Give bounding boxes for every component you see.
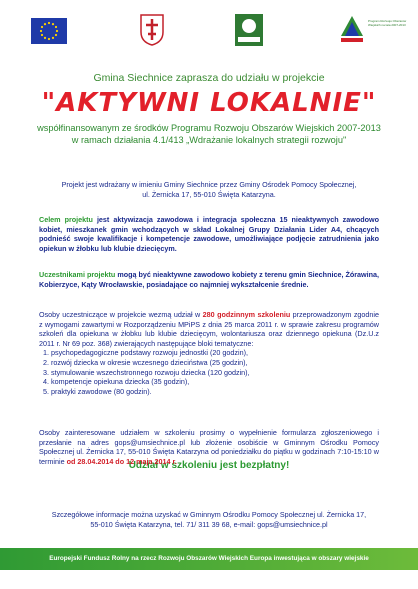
leader-logo-icon	[235, 14, 263, 46]
contact-paragraph	[39, 510, 379, 529]
logo-bar	[0, 14, 418, 52]
coat-of-arms-icon	[140, 14, 164, 46]
training-paragraph	[39, 310, 379, 396]
free-training-slogan: Udział w szkoleniu jest bezpłatny!	[128, 460, 290, 471]
intro-line-1: Projekt jest wdrażany w imieniu Gminy Siechnice przez Gminy Ośrodek Pomocy Społecznej,	[61, 180, 357, 189]
list-item: 1. psychopedagogiczne podstawy rozwoju jednostki (20 godzin),	[51, 348, 379, 358]
participants-text: mogą być nieaktywne zawodowo kobiety z terenu gmin Siechnice, Żórawina, Kobierzyce, Kąty Wrocławskie, posiadające co najmniej wykształcenie średnie.	[39, 270, 379, 289]
header	[0, 72, 418, 146]
contact-line-1: Szczegółowe informacje można uzyskać w Gminnym Ośrodku Pomocy Społecznej ul. Żernicka 17,	[51, 510, 367, 519]
prow-logo-icon	[339, 14, 365, 44]
participants-label: Uczestnikami projektu	[39, 270, 116, 279]
application-paragraph	[39, 428, 379, 466]
intro-line-2: ul. Żernicka 17, 55-010 Święta Katarzyna.	[142, 189, 276, 199]
footer-banner: Europejski Fundusz Rolny na rzecz Rozwoju Obszarów Wiejskich Europa inwestująca w obszary wiejskie	[0, 548, 418, 570]
application-text: Osoby zainteresowane udziałem w szkoleniu prosimy o wypełnienie formularza zgłoszeniowego i przesłanie na adres gops@umsiechnice.pl lub złożenie osobiście w Gminnym Ośrodku Pomocy Społecznej ul. Żernicka 17, 55-010 Święta Katarzyna od poniedziałku do piątku w godzinach 7:10-15:10 w terminie	[39, 428, 379, 466]
goal-label: Celem projektu	[39, 215, 93, 224]
contact-line-2: 55-010 Święta Katarzyna, tel. 71/ 311 39 68, e-mail: gops@umsiechnice.pl	[90, 519, 328, 529]
application-dates: od 28.04.2014 do 12 maja 2014 r.	[66, 456, 177, 466]
intro-paragraph	[39, 180, 379, 199]
list-item: 3. stymulowanie wszechstronnego rozwoju dziecka (120 godzin),	[51, 368, 379, 378]
cofinancing-note	[0, 122, 418, 146]
training-post: przeprowadzonym zgodnie z wymogami zawartymi w Rozporządzeniu MPiPS z dnia 25 marca 2011 r. w sprawie zakresu programów szkoleń dla opiekuna w żłobku lub klubie dziecięcym, wolontariusza oraz dziennego opiekuna (Dz.U.z 2011 r. Nr 69 poz. 368) zwierających następujące bloki tematyczne:	[39, 310, 379, 348]
goal-paragraph	[39, 215, 379, 253]
invitation-heading: Gmina Siechnice zaprasza do udziału w projekcie	[93, 72, 325, 84]
goal-text: jest aktywizacja zawodowa i integracja społeczna 15 nieaktywnych zawodowo kobiet, mieszkanek gmin wchodzących w skład Lokalnej Grupy Działania Lider A4, chcących podnieść swoje kwalifikacje i kompetencje zawodowe, umożliwiające podjęcie zatrudnienia jako opiekun w żłobku lub klubie dziecięcym.	[39, 215, 379, 253]
training-pre: Osoby uczestniczące w projekcie wezmą udział w	[39, 310, 203, 319]
prow-caption: Program Rozwoju Obszarów Wiejskich na lata 2007-2013	[368, 19, 407, 27]
participants-paragraph	[39, 270, 379, 289]
cofinancing-line-2: w ramach działania 4.1/413 „Wdrażanie lokalnych strategii rozwoju"	[71, 135, 347, 145]
list-item: 5. praktyki zawodowe (80 godzin).	[51, 387, 379, 397]
cofinancing-line-1: współfinansowanym ze środków Programu Rozwoju Obszarów Wiejskich 2007-2013	[37, 123, 381, 133]
eu-flag-icon	[31, 18, 67, 44]
training-block-list	[39, 348, 379, 396]
training-hours: 280 godzinnym szkoleniu	[202, 310, 291, 319]
list-item: 2. rozwój dziecka w okresie wczesnego dzieciństwa (25 godzin),	[51, 358, 379, 368]
list-item: 4. kompetencje opiekuna dziecka (35 godzin),	[51, 377, 379, 387]
project-title: "AKTYWNI LOKALNIE"	[41, 88, 377, 118]
